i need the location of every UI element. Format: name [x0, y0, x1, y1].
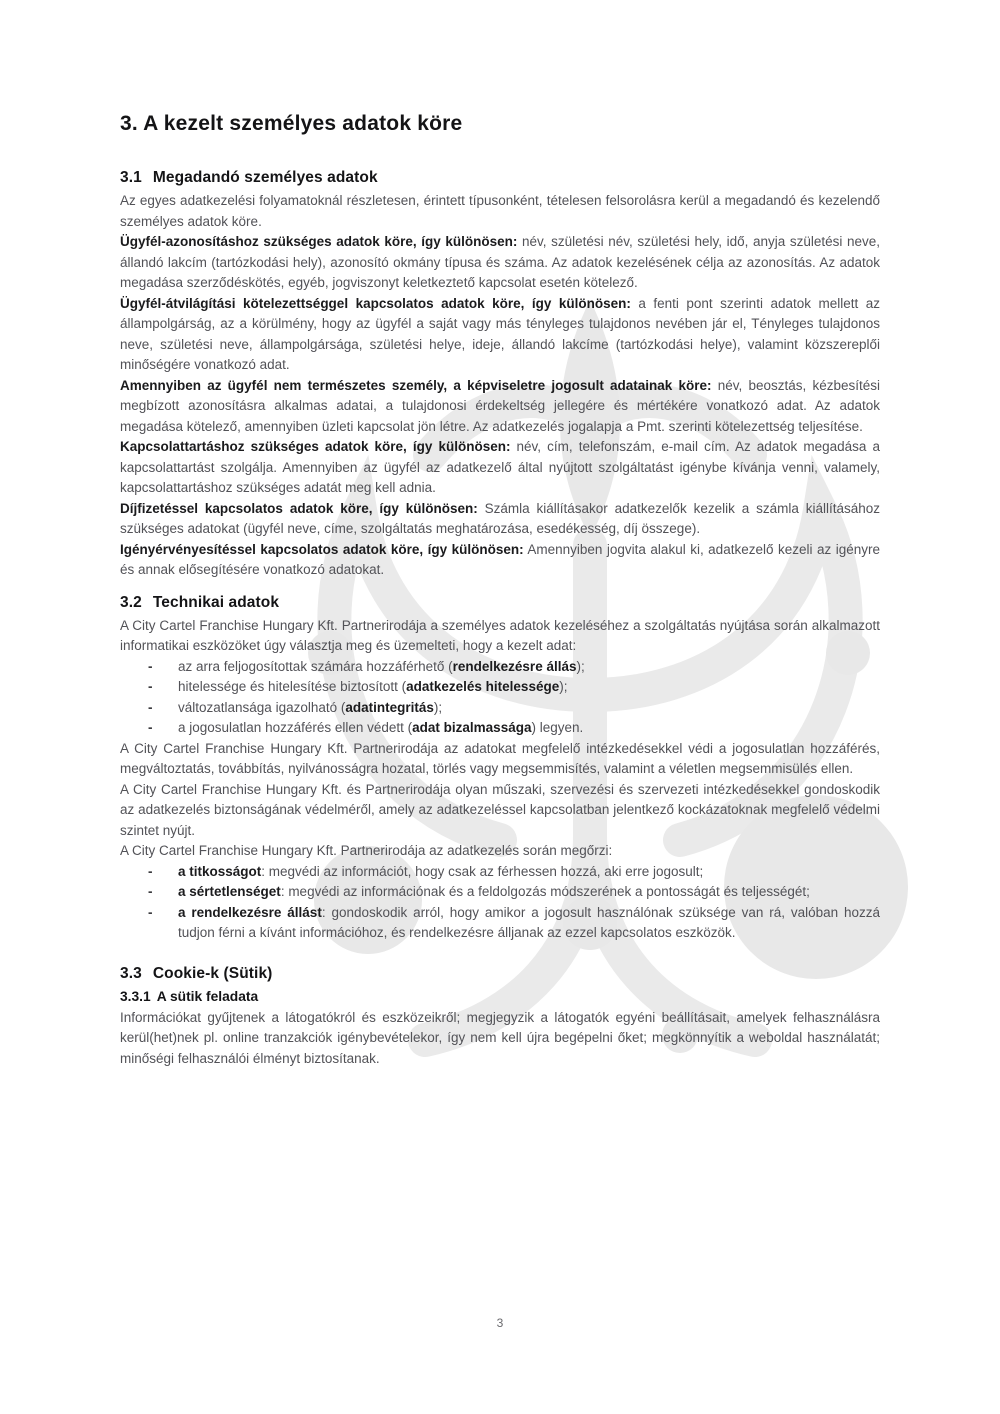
- paragraph-text: Amennyiben jogvita alakul ki, adatkezelő kezeli az igényre és annak elősegítésére vonatkozó adatokat.: [120, 541, 881, 577]
- section-title: Megadandó személyes adatok: [152, 169, 378, 186]
- section-3-2-heading: [120, 593, 880, 613]
- list-item-text: [178, 718, 880, 739]
- list-item: [148, 657, 880, 678]
- paragraph-text: név, születési név, születési hely, idő, anyja születési neve, állandó lakcím (tartózkodási hely), azonosító okmány típusa és száma. Az adatok kezelésének célja az azonosítás. Az adatok megadása szerződéskötés, egyéb, jogviszonyt keletkeztető kapcsolat esetén kötelező.: [120, 234, 880, 290]
- bullet-text: );: [559, 679, 568, 694]
- bullet-text: a jogosulatlan hozzáférés ellen védett (: [178, 720, 413, 735]
- section-title: Technikai adatok: [152, 593, 280, 611]
- section-3-1-heading: [120, 168, 880, 188]
- paragraph-31-intro: Az egyes adatkezelési folyamatoknál részletesen, érintett típusonként, tételesen felsorolásra kerül a megadandó és kezelendő személyes adatok köre.: [120, 193, 880, 229]
- bullet-text: : megvédi az információnak és a feldolgozás módszerének a pontosságát és teljességét;: [280, 884, 810, 899]
- paragraph-payment-data: [120, 499, 880, 540]
- bullet-text: );: [576, 658, 585, 674]
- list-item-text: [178, 677, 880, 698]
- paragraph-text: a fenti pont szerinti adatok mellett az állampolgárság, az a körülmény, hogy az ügyfél a saját vagy más tényleges tulajdonos nevében jár el, Tényleges tulajdonos neve, születési neve, állampolgársága, születési helye, ideje, állandó lakcíme (tartózkodási helye), valamint közszereplői minőségére vonatkozó adat.: [120, 295, 880, 372]
- list-item: [148, 718, 880, 739]
- bullet-text: változatlansága igazolható (: [178, 699, 346, 715]
- paragraph-lead: Igényérvényesítéssel kapcsolatos adatok köre, így különösen:: [120, 541, 524, 557]
- dash-bullet: -: [148, 884, 153, 899]
- list-item-text: [178, 698, 880, 719]
- paragraph-text: név, cím, telefonszám, e-mail cím. Az adatok megadása a kapcsolattartást szolgálja. Amennyiben az ügyfél az adatkezelő által nyújtott szolgáltatást igénybe kívánja venni, valamely, kapcsolattartáshoz szükséges adatát meg kell adnia.: [120, 439, 880, 495]
- dash-bullet: -: [148, 699, 153, 715]
- document-content: [120, 112, 880, 1069]
- section-number: 3.2: [120, 593, 142, 611]
- page-title: 3. A kezelt személyes adatok köre: [120, 112, 463, 135]
- section-number: 3.3.1: [120, 988, 151, 1004]
- list-item-text: [178, 882, 880, 903]
- dash-bullet: -: [148, 720, 153, 735]
- list-item: [148, 862, 880, 883]
- paragraph-representative-data: [120, 376, 880, 438]
- section-3-3-heading: [120, 964, 880, 984]
- list-item-text: [178, 903, 880, 944]
- paragraph-preserve-intro: A City Cartel Franchise Hungary Kft. Partnerirodája az adatkezelés során megőrzi:: [120, 843, 613, 858]
- section-number: 3.3: [120, 964, 142, 982]
- paragraph-client-screening: [120, 294, 880, 376]
- list-item-text: [178, 657, 880, 678]
- paragraph-cookies: Információkat gyűjtenek a látogatókról és eszközeikről; megjegyzik a látogatók egyéni beállításait, amelyek felhasználásra kerül(het)nek pl. online tranzakciók igénybevételekor, így nem kell újra begépelni őket; megkönnyítik a weboldal használatát; minőségi felhasználói élményt biztosítanak.: [120, 1009, 880, 1066]
- page-number: 3: [496, 1316, 504, 1330]
- dash-bullet: -: [148, 658, 153, 674]
- paragraph-32-intro: A City Cartel Franchise Hungary Kft. Partnerirodája a személyes adatok kezeléséhez a szolgáltatás nyújtása során alkalmazott informatikai eszközöket úgy választja meg és üzemelteti, hogy a kezelt adat:: [120, 617, 880, 653]
- bullet-term: a sértetlenséget: [178, 884, 281, 899]
- bullet-text: hitelessége és hitelesítése biztosított (: [178, 679, 407, 694]
- paragraph-lead: Kapcsolattartáshoz szükséges adatok köre, így különösen:: [120, 439, 511, 454]
- list-item: [148, 677, 880, 698]
- section-title: A sütik feladata: [156, 988, 259, 1004]
- bullet-term: rendelkezésre állás: [452, 658, 577, 674]
- bullet-term: a titkosságot: [178, 863, 262, 879]
- bullet-text: : gondoskodik arról, hogy amikor a jogosult használónak szüksége van rá, valóban hozzá tudjon férni a kívánt információhoz, és rendelkezésre álljanak az ezzel kapcsolatos eszközök.: [178, 904, 880, 940]
- bullet-text: ) legyen.: [531, 720, 584, 735]
- bullet-text: );: [433, 699, 443, 715]
- bullet-term: a rendelkezésre állást: [178, 904, 322, 920]
- paragraph-data-protection: A City Cartel Franchise Hungary Kft. Partnerirodája az adatokat megfelelő intézkedésekkel védi a jogosulatlan hozzáférés, megváltoztatás, továbbítás, nyilvánosságra hozatal, törlés vagy megsemmisítés, valamint a véletlen megsemmisülés ellen.: [120, 740, 880, 776]
- paragraph-client-identification: [120, 232, 880, 294]
- list-item-text: [178, 862, 880, 883]
- section-number: 3.1: [120, 169, 142, 186]
- section-3-3-1-heading: [120, 987, 880, 1006]
- list-item: [148, 903, 880, 944]
- bullet-term: adat bizalmassága: [412, 720, 532, 735]
- list-item: [148, 882, 880, 903]
- dash-bullet: -: [148, 863, 153, 879]
- paragraph-contact-data: [120, 437, 880, 499]
- paragraph-security-measures: A City Cartel Franchise Hungary Kft. és Partnerirodája olyan műszaki, szervezési és szervezeti intézkedésekkel gondoskodik az adatkezelés biztonságának védelméről, amely az adatkezeléssel kapcsolatban jelentkező kockázatoknak megfelelő védelmi szintet nyújt.: [120, 781, 880, 838]
- paragraph-text: Számla kiállításakor adatkezelők kezelik a számla kiállításához szükséges adatokat (ügyfél neve, címe, szolgáltatás meghatározása, esedékesség, díj összege).: [120, 500, 881, 536]
- bullet-term: adatintegritás: [345, 699, 434, 715]
- paragraph-text: név, beosztás, kézbesítési megbízott azonosításra alkalmas adatai, a tulajdonosi érdekeltség jellegére és mértékére vonatkozó adat. Az adatok megadása kötelező, amennyiben üzleti kapcsolat jön létre. Az adatkezelés jogalapja a Pmt. szerinti kötelezettség teljesítése.: [120, 377, 881, 434]
- paragraph-lead: Amennyiben az ügyfél nem természetes személy, a képviseletre jogosult adatainak köre:: [120, 377, 712, 393]
- bullet-text: : megvédi az információt, hogy csak az férhessen hozzá, aki erre jogosult;: [261, 863, 704, 879]
- paragraph-lead: Díjfizetéssel kapcsolatos adatok köre, így különösen:: [120, 500, 478, 516]
- paragraph-claims-data: [120, 540, 880, 581]
- bullet-text: az arra feljogosítottak számára hozzáférhető (: [178, 658, 453, 674]
- dash-bullet: -: [148, 679, 153, 694]
- bullet-term: adatkezelés hitelessége: [406, 679, 560, 694]
- list-item: [148, 698, 880, 719]
- paragraph-lead: Ügyfél-azonosításhoz szükséges adatok köre, így különösen:: [120, 234, 518, 249]
- paragraph-lead: Ügyfél-átvilágítási kötelezettséggel kapcsolatos adatok köre, így különösen:: [120, 295, 631, 311]
- section-title: Cookie-k (Sütik): [152, 964, 273, 982]
- dash-bullet: -: [148, 904, 153, 920]
